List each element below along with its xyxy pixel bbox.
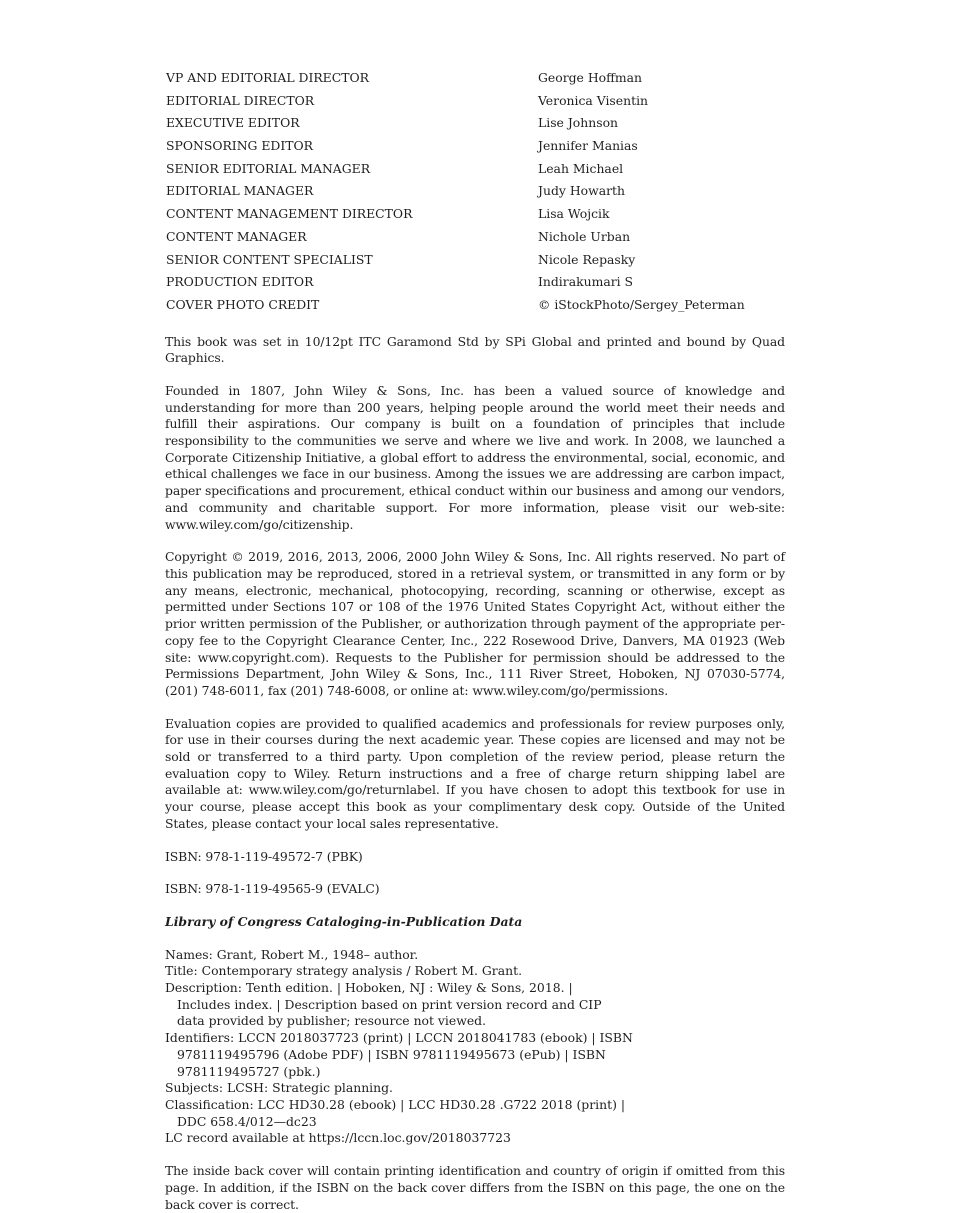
credit-row — [165, 204, 785, 227]
credit-name: Leah Michael — [538, 160, 624, 176]
evaluation-copies-paragraph: Evaluation copies are provided to qualified academics and professionals for review purposes only, for use in their courses during the next academic year. These copies are licensed and may not be sold or transferred to a third party. Upon completion of the review period, please return the evaluation copy to Wiley. Return instructions and a free of charge return shipping label are available at: www.wiley.com/go/returnlabel. If you have chosen to adopt this textbook for use in your course, please accept this book as your complimentary desk copy. Outside of the United States, please contact your local sales representative. — [165, 715, 785, 831]
credit-row — [165, 272, 785, 295]
credit-name: © iStockPhoto/Sergey_Peterman — [538, 296, 745, 312]
credit-name: Veronica Visentin — [538, 92, 649, 108]
cip-identifiers: Identifiers: LCCN 2018037723 (print) | LCCN 2018041783 (ebook) | ISBN 9781119495796 (Adobe PDF) | ISBN 9781119495673 (ePub) | ISBN 9781119495727 (pbk.) — [165, 1030, 633, 1079]
credit-name: Judy Howarth — [538, 183, 625, 199]
credit-row — [165, 68, 785, 91]
cip-description: Description: Tenth edition. | Hoboken, NJ : Wiley & Sons, 2018. | Includes index. | Description based on print version record and CIP data provided by publisher; resource not viewed. — [165, 980, 602, 1029]
credit-role: CONTENT MANAGEMENT DIRECTOR — [166, 206, 413, 222]
credit-name: George Hoffman — [538, 70, 643, 85]
copyright-page — [165, 68, 785, 1213]
credit-name: Lise Johnson — [538, 115, 619, 131]
cip-classification: Classification: LCC HD30.28 (ebook) | LCC HD30.28 .G722 2018 (print) | DDC 658.4/012—dc23 — [165, 1096, 626, 1129]
credit-role: COVER PHOTO CREDIT — [166, 296, 320, 312]
isbn-evalc: ISBN: 978-1-119-49565-9 (EVALC) — [165, 881, 380, 897]
cip-title: Title: Contemporary strategy analysis / Robert M. Grant. — [165, 963, 523, 979]
credit-row — [165, 136, 785, 159]
credit-role: VP AND EDITORIAL DIRECTOR — [166, 70, 369, 85]
credit-role: EXECUTIVE EDITOR — [166, 115, 300, 131]
credit-role: CONTENT MANAGER — [166, 228, 307, 244]
credit-name: Nicole Repasky — [538, 251, 636, 267]
credit-name: Indirakumari S — [538, 274, 634, 290]
credit-name: Jennifer Manias — [538, 138, 638, 154]
credit-role: EDITORIAL MANAGER — [166, 183, 314, 199]
credit-name: Lisa Wojcik — [538, 206, 610, 222]
credit-row — [165, 159, 785, 182]
credit-row — [165, 250, 785, 273]
credit-role: SPONSORING EDITOR — [166, 138, 313, 154]
citizenship-paragraph: Founded in 1807, John Wiley & Sons, Inc. has been a valued source of knowledge and understanding for more than 200 years, helping people around the world meet their needs and fulfill their aspirations. Our company is built on a foundation of principles that include responsibility to the communities we serve and where we live and work. In 2008, we launched a Corporate Citizenship Initiative, a global effort to address the environmental, social, economic, and ethical challenges we face in our business. Among the issues we are addressing are carbon impact, paper specifications and procurement, ethical conduct within our business and among our vendors, and community and charitable support. For more information, please visit our web-site: www.wiley.com/go/citizenship. — [165, 382, 785, 532]
credit-role: SENIOR CONTENT SPECIALIST — [166, 251, 373, 267]
credit-role: EDITORIAL DIRECTOR — [166, 92, 315, 108]
credit-row — [165, 227, 785, 250]
credit-role: PRODUCTION EDITOR — [166, 274, 314, 290]
credits-list — [165, 68, 785, 318]
credit-name: Nichole Urban — [538, 228, 631, 244]
credit-role: SENIOR EDITORIAL MANAGER — [166, 160, 371, 176]
cip-heading: Library of Congress Cataloging-in-Publication Data — [165, 913, 523, 929]
credit-row — [165, 181, 785, 204]
credit-row — [165, 295, 785, 318]
cip-lc-record: LC record available at https://lccn.loc.gov/2018037723 — [165, 1130, 511, 1146]
isbn-pbk: ISBN: 978-1-119-49572-7 (PBK) — [165, 848, 363, 864]
back-cover-note: The inside back cover will contain printing identification and country of origin if omitted from this page. In addition, if the ISBN on the back cover differs from the ISBN on this page, the one on the back cover is correct. — [165, 1163, 785, 1212]
cip-subjects: Subjects: LCSH: Strategic planning. — [165, 1080, 393, 1096]
credit-row — [165, 113, 785, 136]
copyright-paragraph: Copyright © 2019, 2016, 2013, 2006, 2000 John Wiley & Sons, Inc. All rights reserved. No part of this publication may be reproduced, stored in a retrieval system, or transmitted in any form or by any means, electronic, mechanical, photocopying, recording, scanning or otherwise, except as permitted under Sections 107 or 108 of the 1976 United States Copyright Act, without either the prior written permission of the Publisher, or authorization through payment of the appropriate per-copy fee to the Copyright Clearance Center, Inc., 222 Rosewood Drive, Danvers, MA 01923 (Web site: www.copyright.com). Requests to the Publisher for permission should be addressed to the Permissions Department, John Wiley & Sons, Inc., 111 River Street, Hoboken, NJ 07030-5774, (201) 748-6011, fax (201) 748-6008, or online at: www.wiley.com/go/permissions. — [165, 549, 785, 698]
credit-row — [165, 91, 785, 114]
cip-names: Names: Grant, Robert M., 1948– author. — [165, 946, 419, 962]
typeset-note: This book was set in 10/12pt ITC Garamond Std by SPi Global and printed and bound by Quad Graphics. — [165, 333, 785, 366]
cip-data-block — [165, 947, 785, 1147]
